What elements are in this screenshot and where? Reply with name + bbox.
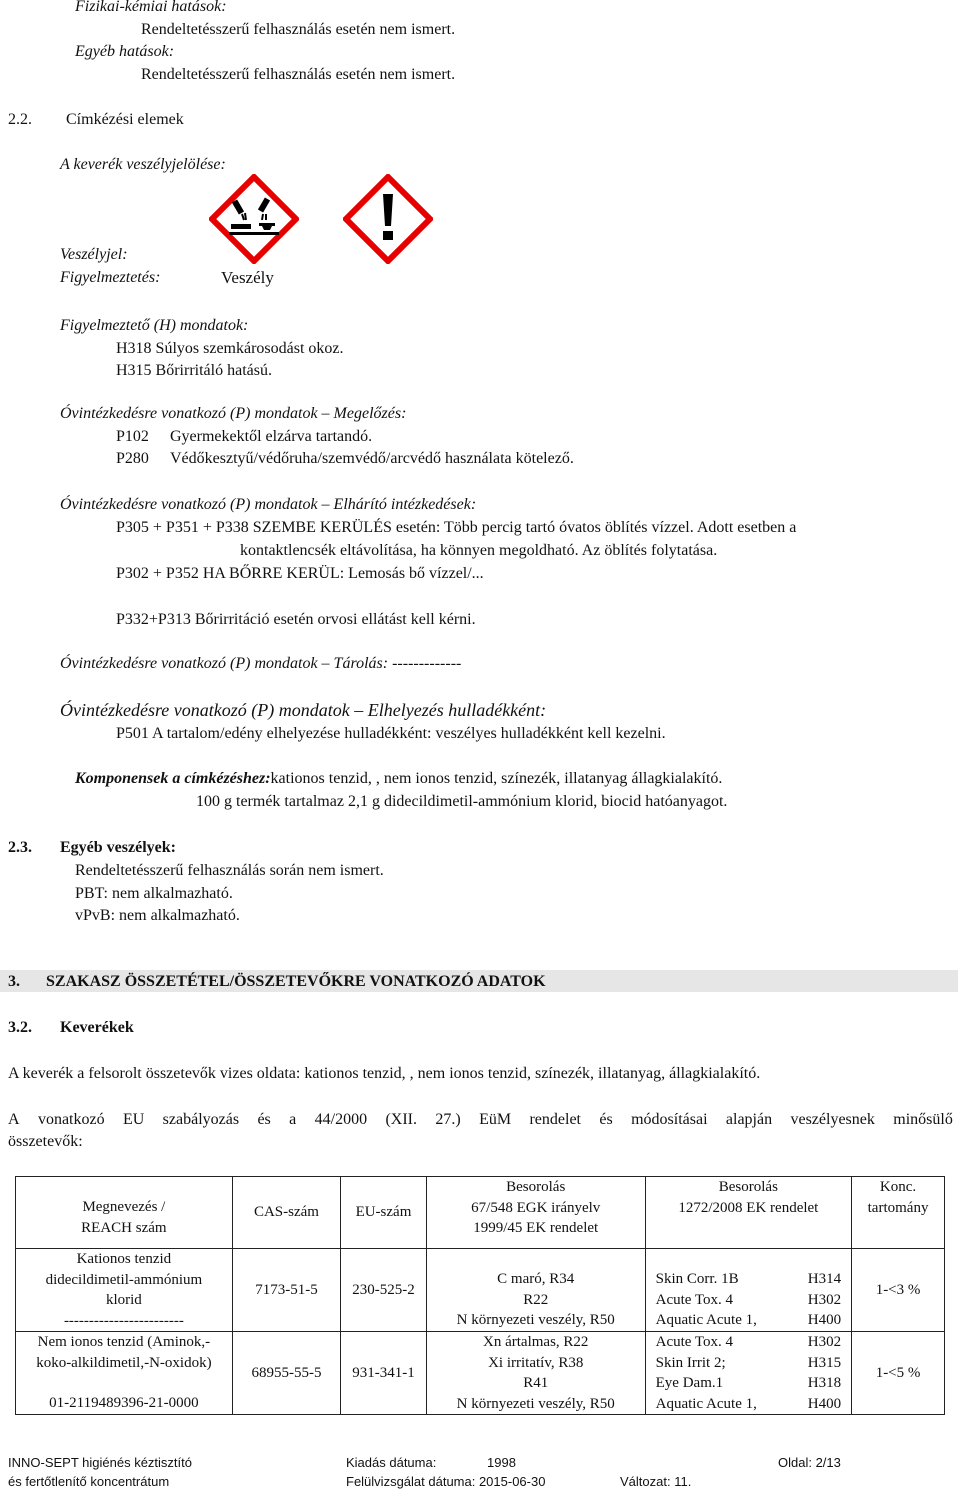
p-response-line: P332+P313 Bőrirritáció esetén orvosi ellátást kell kérni. — [116, 611, 476, 628]
word: 44/2000 — [314, 1111, 368, 1128]
footer-issue-value: 1998 — [487, 1455, 516, 1470]
word: EüM — [479, 1111, 512, 1128]
section-3-2-number: 3.2. — [8, 1019, 32, 1036]
section-2-2-number: 2.2. — [8, 111, 32, 128]
cell-name: Nem ionos tenzid (Aminok,- koko-alkildimetil,-N-oxidok) 01-2119489396-21-0000 — [16, 1332, 233, 1415]
other-effects-label: Egyéb hatások: — [75, 43, 175, 60]
signal-word-value: Veszély — [221, 268, 274, 287]
word: 27.) — [435, 1111, 461, 1128]
p-response-line: kontaktlencsék eltávolítása, ha könnyen megoldható. Az öblítés folytatása. — [240, 542, 718, 559]
word: rendelet — [529, 1111, 581, 1128]
word: és — [599, 1111, 613, 1128]
footer-version: Változat: 11. — [620, 1474, 692, 1489]
word: veszélyesnek — [790, 1111, 875, 1128]
cell-clp: Skin Corr. 1B Acute Tox. 4 Aquatic Acute 1, H314 H302 H400 — [645, 1249, 851, 1332]
word: vonatkozó — [37, 1111, 105, 1128]
p-text: Védőkesztyű/védőruha/szemvédő/arcvédő használata kötelező. — [170, 450, 574, 467]
pictogram-label: Veszélyjel: — [60, 246, 128, 263]
exclamation-icon — [343, 174, 433, 264]
table-row — [16, 1249, 945, 1332]
cell-conc: 1-<3 % — [852, 1249, 945, 1332]
word: és — [257, 1111, 271, 1128]
corrosion-icon — [209, 174, 299, 264]
footer-company-line2: és fertőtlenítő koncentrátum — [8, 1474, 170, 1489]
h-statement: H318 Súlyos szemkárosodást okoz. — [116, 340, 344, 357]
cell-dsd: Xn ártalmas, R22 Xi irritatív, R38 R41 N környezeti veszély, R50 — [426, 1332, 645, 1415]
components-label: Komponensek a címkézéshez: — [75, 770, 271, 787]
regulation-paragraph-line1 — [8, 1110, 953, 1130]
signal-word-label: Figyelmeztetés: — [60, 269, 161, 286]
header-eu: EU-szám — [341, 1177, 427, 1249]
components-line — [75, 769, 722, 789]
h-statements-heading: Figyelmeztető (H) mondatok: — [60, 317, 249, 334]
cell-clp: Acute Tox. 4 Skin Irrit 2; Eye Dam.1 Aquatic Acute 1, H302 H315 H318 H400 — [645, 1332, 851, 1415]
p-text: Gyermekektől elzárva tartandó. — [170, 428, 373, 445]
other-hazards-line: PBT: nem alkalmazható. — [75, 885, 233, 902]
footer-issue-label: Kiadás dátuma: — [346, 1455, 437, 1470]
other-hazards-line: vPvB: nem alkalmazható. — [75, 907, 240, 924]
p-response-line: P305 + P351 + P338 SZEMBE KERÜLÉS esetén: Több percig tartó óvatos öblítés vízzel. Adott esetben a — [116, 519, 797, 536]
other-effects-value: Rendeltetésszerű felhasználás esetén nem ismert. — [141, 66, 456, 83]
footer-page: Oldal: 2/13 — [778, 1455, 841, 1470]
word: EU — [122, 1111, 145, 1128]
other-hazards-line: Rendeltetésszerű felhasználás során nem ismert. — [75, 862, 384, 879]
word: A — [8, 1111, 20, 1128]
p-disposal-text: P501 A tartalom/edény elhelyezése hulladékként: veszélyes hulladékként kell kezelni. — [116, 725, 666, 742]
section-3-number: 3. — [8, 973, 20, 990]
mixture-marking-heading: A keverék veszélyjelölése: — [60, 156, 226, 173]
section-3-title: SZAKASZ ÖSSZETÉTEL/ÖSSZETEVŐKRE VONATKOZÓ ADATOK — [46, 973, 546, 990]
p-disposal-heading: Óvintézkedésre vonatkozó (P) mondatok – Elhelyezés hulladékként: — [60, 700, 547, 720]
word: a — [289, 1111, 297, 1128]
mixture-description: A keverék a felsorolt összetevők vizes oldata: kationos tenzid, , nem ionos tenzid, színezék, illatanyag, állagkialakító. — [8, 1065, 761, 1082]
section-2-2-title: Címkézési elemek — [66, 111, 184, 128]
section-2-3-title: Egyéb veszélyek: — [60, 839, 176, 856]
word: módosításai — [631, 1111, 708, 1128]
physchem-label: Fizikai-kémiai hatások: — [75, 0, 227, 15]
table-row — [16, 1332, 945, 1415]
word: szabályozás — [162, 1111, 240, 1128]
header-name: Megnevezés / REACH szám — [16, 1177, 233, 1249]
cell-name: Kationos tenzid didecildimetil-ammónium klorid ------------------------ — [16, 1249, 233, 1332]
regulation-paragraph-line2: összetevők: — [8, 1133, 83, 1150]
biocide-note: 100 g termék tartalmaz 2,1 g didecildimetil-ammónium klorid, biocid hatóanyagot. — [196, 793, 728, 810]
p-code: P102 — [116, 428, 149, 445]
p-response-heading: Óvintézkedésre vonatkozó (P) mondatok – Elhárító intézkedések: — [60, 496, 477, 513]
regulation-justified-line — [8, 1110, 953, 1130]
physchem-value: Rendeltetésszerű felhasználás esetén nem ismert. — [141, 21, 456, 38]
composition-table — [15, 1176, 945, 1415]
cell-cas: 68955-55-5 — [232, 1332, 340, 1415]
footer-review-date: Felülvizsgálat dátuma: 2015-06-30 — [346, 1474, 546, 1489]
cell-eu: 230-525-2 — [341, 1249, 427, 1332]
h-statement: H315 Bőrirritáló hatású. — [116, 362, 272, 379]
word: minősülő — [893, 1111, 953, 1128]
section-3-2-title: Keverékek — [60, 1019, 134, 1036]
p-storage-heading: Óvintézkedésre vonatkozó (P) mondatok – Tárolás: ------------- — [60, 655, 462, 672]
header-dsd: Besorolás 67/548 EGK irányelv 1999/45 EK rendelet — [426, 1177, 645, 1249]
header-clp: Besorolás 1272/2008 EK rendelet — [645, 1177, 851, 1249]
word: alapján — [725, 1111, 773, 1128]
cell-cas: 7173-51-5 — [232, 1249, 340, 1332]
p-code: P280 — [116, 450, 149, 467]
components-value: kationos tenzid, , nem ionos tenzid, színezék, illatanyag állagkialakító. — [270, 770, 723, 787]
footer-company-line1: INNO-SEPT higiénés kéztisztító — [8, 1455, 192, 1470]
cell-eu: 931-341-1 — [341, 1332, 427, 1415]
header-conc: Konc. tartomány — [852, 1177, 945, 1249]
header-cas: CAS-szám — [232, 1177, 340, 1249]
word: (XII. — [385, 1111, 418, 1128]
p-prevention-heading: Óvintézkedésre vonatkozó (P) mondatok – Megelőzés: — [60, 405, 407, 422]
section-2-3-number: 2.3. — [8, 839, 32, 856]
cell-dsd: C maró, R34 R22 N környezeti veszély, R50 — [426, 1249, 645, 1332]
p-response-line: P302 + P352 HA BŐRRE KERÜL: Lemosás bő vízzel/... — [116, 565, 484, 582]
table-header-row — [16, 1177, 945, 1249]
cell-conc: 1-<5 % — [852, 1332, 945, 1415]
